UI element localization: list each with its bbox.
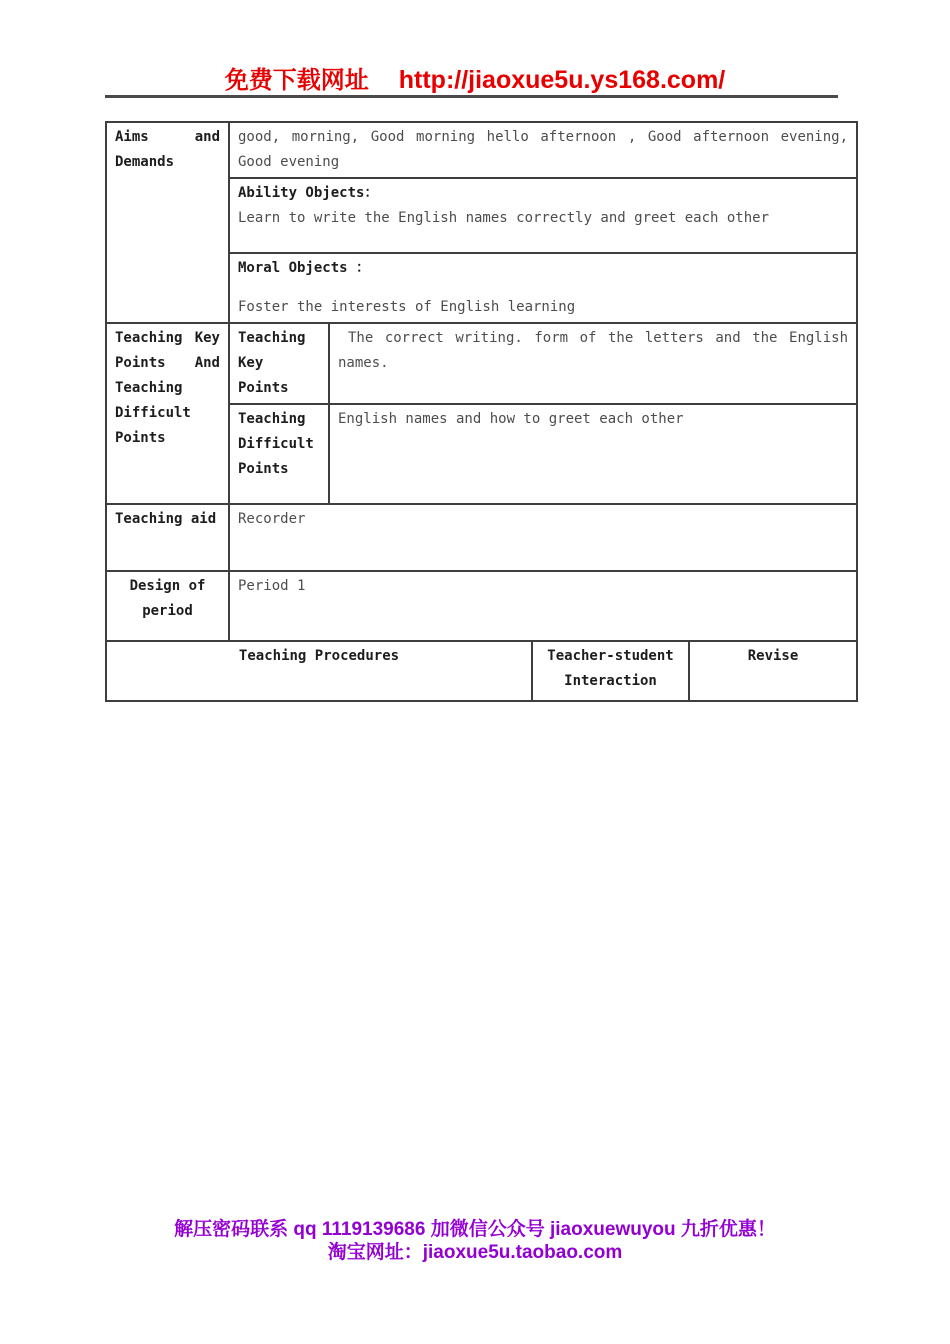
teaching-key-points-label: Teaching Key Points — [229, 323, 329, 404]
ability-objects-text: Learn to write the English names correctly and greet each other — [238, 210, 770, 226]
design-of-period-value: Period 1 — [229, 571, 857, 641]
footer-taobao-line — [0, 1241, 950, 1264]
footer-contact-line: 解压密码联系 qq 1119139686 加微信公众号 jiaoxuewuyou 九折优惠！ — [174, 1219, 776, 1240]
revise-header: Revise — [689, 641, 857, 701]
taobao-url-link[interactable]: jiaoxue5u.taobao.com — [422, 1242, 623, 1263]
moral-objects-cell — [229, 253, 857, 323]
teaching-difficult-points-label: Teaching Difficult Points — [229, 404, 329, 504]
teaching-difficult-points-text: English names and how to greet each other — [329, 404, 857, 504]
lesson-plan-table — [105, 121, 858, 702]
taobao-label: 淘宝网址： — [327, 1242, 423, 1263]
aims-demands-row-label: Aims and Demands — [106, 122, 229, 323]
download-banner — [0, 60, 950, 95]
teacher-student-interaction-header: Teacher-student Interaction — [532, 641, 689, 701]
footer-banner — [0, 1218, 950, 1264]
teaching-aid-value: Recorder — [229, 504, 857, 571]
teaching-procedures-header: Teaching Procedures — [106, 641, 532, 701]
header-divider — [105, 95, 838, 98]
teaching-aid-label: Teaching aid — [106, 504, 229, 571]
knowledge-objects-cell: good, morning, Good morning hello afternoon , Good afternoon evening, Good evening — [229, 122, 857, 178]
key-difficult-points-row-label: Teaching Key Points And Teaching Difficult Points — [106, 323, 229, 504]
moral-objects-text: Foster the interests of English learning — [238, 299, 576, 315]
download-banner-label: 免费下载网址 — [224, 65, 369, 94]
ability-objects-cell — [229, 178, 857, 253]
download-url-link[interactable]: http://jiaoxue5u.ys168.com/ — [398, 66, 726, 94]
ability-objects-title: Ability Objects： — [238, 185, 379, 201]
teaching-key-points-text: The correct writing. form of the letters and the English names. — [329, 323, 857, 404]
moral-objects-title: Moral Objects ： — [238, 260, 371, 276]
design-of-period-label: Design of period — [106, 571, 229, 641]
